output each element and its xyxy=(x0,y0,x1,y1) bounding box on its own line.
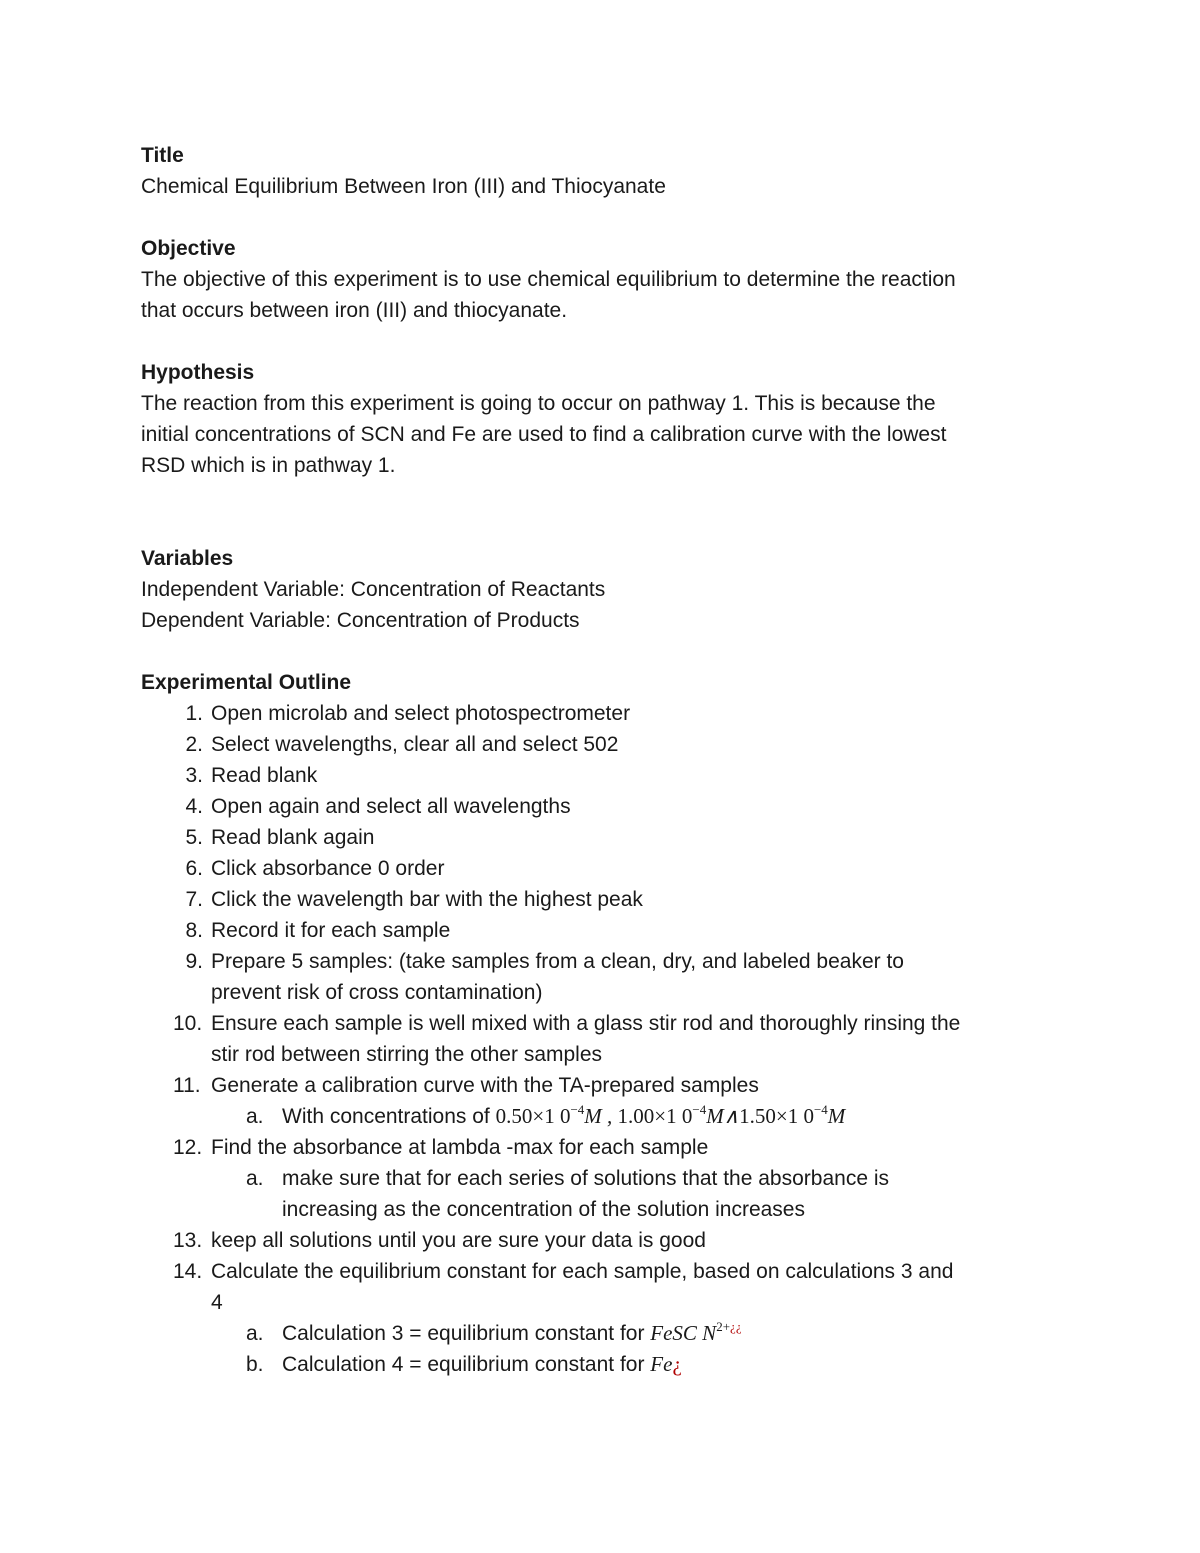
objective-line-1: The objective of this experiment is to use chemical equilibrium to determine the reaction xyxy=(141,268,956,291)
item-text-line-2: 4 xyxy=(211,1291,223,1314)
item-number: 1. xyxy=(185,702,203,725)
conc-2-mantissa: 1.00×1 0 xyxy=(617,1104,693,1128)
sub-item xyxy=(211,1318,1071,1349)
sub-item xyxy=(211,1349,1071,1380)
item-text-line-2: stir rod between stirring the other samples xyxy=(211,1043,603,1066)
item-number: 6. xyxy=(185,857,203,880)
item-text-line-1: Prepare 5 samples: (take samples from a clean, dry, and labeled beaker to xyxy=(211,950,904,973)
list-item xyxy=(141,1008,1071,1070)
sub-text: With concentrations of xyxy=(282,1105,496,1128)
list-item xyxy=(141,1225,1071,1256)
hypothesis-line-2: initial concentrations of SCN and Fe are used to find a calibration curve with the lowest xyxy=(141,423,947,446)
fescn-formula xyxy=(650,1321,741,1345)
conc-3-exponent: −4 xyxy=(813,1102,828,1117)
item-number: 5. xyxy=(185,826,203,849)
hypothesis-heading: Hypothesis xyxy=(141,361,255,384)
list-item xyxy=(141,760,1071,791)
hypothesis-line-1: The reaction from this experiment is going to occur on pathway 1. This is because the xyxy=(141,392,936,415)
item-number: 11. xyxy=(173,1074,201,1097)
conc-1-unit: M , xyxy=(584,1104,613,1128)
conc-2-exponent: −4 xyxy=(692,1102,707,1117)
independent-variable: Independent Variable: Concentration of Reactants xyxy=(141,578,606,601)
sub-list xyxy=(211,1163,1071,1225)
item-number: 7. xyxy=(185,888,203,911)
item-text: keep all solutions until you are sure your data is good xyxy=(211,1229,706,1252)
sub-letter: a. xyxy=(246,1105,264,1128)
list-item xyxy=(141,853,1071,884)
sub-letter: a. xyxy=(246,1322,264,1345)
sub-text: Calculation 4 = equilibrium constant for xyxy=(282,1353,651,1376)
item-text: Read blank xyxy=(211,764,318,787)
title-heading: Title xyxy=(141,144,184,167)
sub-text-line-1: make sure that for each series of solutions that the absorbance is xyxy=(282,1167,890,1190)
item-number: 12. xyxy=(173,1136,203,1159)
list-item xyxy=(141,822,1071,853)
list-item xyxy=(141,1132,1071,1225)
item-text: Record it for each sample xyxy=(211,919,451,942)
concentration-formula xyxy=(496,1104,846,1128)
hypothesis-line-3: RSD which is in pathway 1. xyxy=(141,454,396,477)
sub-item xyxy=(211,1163,1071,1225)
item-text-line-1: Calculate the equilibrium constant for each sample, based on calculations 3 and xyxy=(211,1260,954,1283)
list-item xyxy=(141,946,1071,1008)
conc-3-mantissa: 1.50×1 0 xyxy=(739,1104,814,1128)
item-number: 8. xyxy=(185,919,203,942)
list-item xyxy=(141,884,1071,915)
item-number: 9. xyxy=(185,950,203,973)
item-number: 2. xyxy=(185,733,203,756)
list-item xyxy=(141,915,1071,946)
item-text: Click the wavelength bar with the highest peak xyxy=(211,888,643,911)
conc-2-unit: M∧ xyxy=(706,1104,740,1128)
item-text: Open again and select all wavelengths xyxy=(211,795,571,818)
conc-3-unit: M xyxy=(827,1104,846,1128)
item-number: 10. xyxy=(173,1012,203,1035)
sub-letter: b. xyxy=(246,1353,264,1376)
list-item xyxy=(141,1256,1071,1380)
formula-text: Fe xyxy=(650,1352,673,1376)
item-number: 14. xyxy=(173,1260,203,1283)
fe-formula xyxy=(650,1352,681,1376)
formula-text: FeSC N xyxy=(650,1321,717,1345)
objective-line-2: that occurs between iron (III) and thiocyanate. xyxy=(141,299,568,322)
list-item xyxy=(141,698,1071,729)
list-item xyxy=(141,1070,1071,1132)
item-text: Generate a calibration curve with the TA-prepared samples xyxy=(211,1074,759,1097)
sub-text-line-2: increasing as the concentration of the solution increases xyxy=(282,1198,805,1221)
conc-1-exponent: −4 xyxy=(570,1102,585,1117)
dependent-variable: Dependent Variable: Concentration of Products xyxy=(141,609,580,632)
formula-superscript: 2+¿¿ xyxy=(716,1319,742,1334)
sub-letter: a. xyxy=(246,1167,264,1190)
title-text: Chemical Equilibrium Between Iron (III) and Thiocyanate xyxy=(141,175,666,198)
item-text: Click absorbance 0 order xyxy=(211,857,445,880)
formula-tail: ¿ xyxy=(672,1352,682,1376)
sub-list xyxy=(211,1101,1071,1132)
variables-heading: Variables xyxy=(141,547,234,570)
sub-list xyxy=(211,1318,1071,1380)
item-text: Find the absorbance at lambda -max for each sample xyxy=(211,1136,709,1159)
item-text: Open microlab and select photospectrometer xyxy=(211,702,631,725)
document-page xyxy=(141,140,1071,1380)
sub-item xyxy=(211,1101,1071,1132)
list-item xyxy=(141,791,1071,822)
conc-1-mantissa: 0.50×1 0 xyxy=(495,1104,571,1128)
list-item xyxy=(141,729,1071,760)
item-text-line-1: Ensure each sample is well mixed with a glass stir rod and thoroughly rinsing the xyxy=(211,1012,961,1035)
outline-list xyxy=(141,698,1071,1380)
outline-heading: Experimental Outline xyxy=(141,671,352,694)
item-text: Select wavelengths, clear all and select 502 xyxy=(211,733,619,756)
item-number: 4. xyxy=(185,795,203,818)
sub-text: Calculation 3 = equilibrium constant for xyxy=(282,1322,651,1345)
item-text-line-2: prevent risk of cross contamination) xyxy=(211,981,543,1004)
objective-heading: Objective xyxy=(141,237,236,260)
item-text: Read blank again xyxy=(211,826,375,849)
item-number: 3. xyxy=(185,764,203,787)
item-number: 13. xyxy=(173,1229,203,1252)
